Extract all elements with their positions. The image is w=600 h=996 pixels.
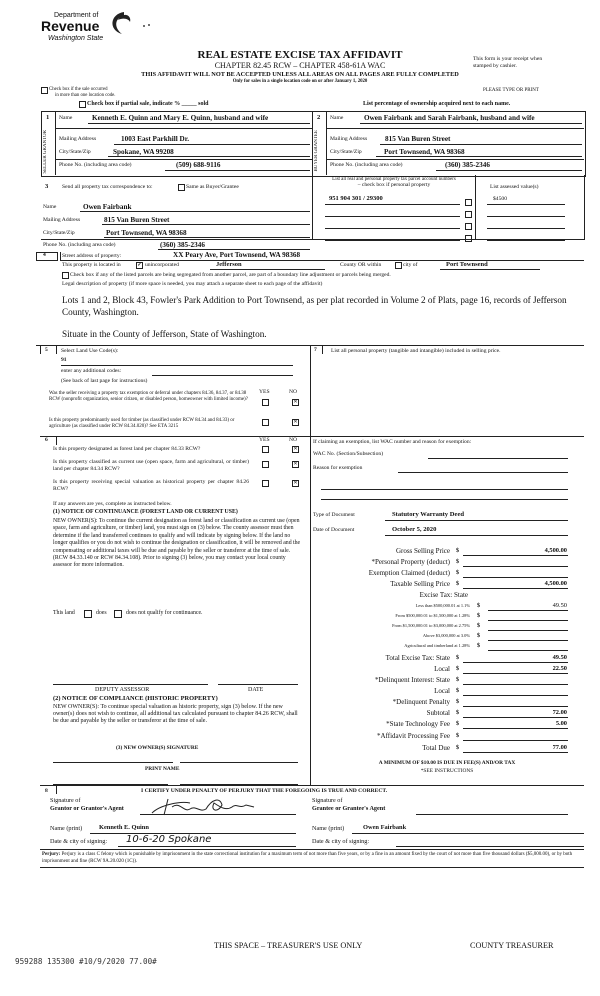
fee-line bbox=[463, 673, 568, 674]
divider bbox=[56, 437, 57, 445]
yes-header: YES bbox=[259, 437, 270, 443]
parcel-line bbox=[325, 216, 460, 217]
does-not-label: does not qualify for continuance. bbox=[126, 610, 203, 616]
unincorporated-label: unincorporated bbox=[145, 262, 179, 268]
fee-value[interactable]: 5.00 bbox=[555, 720, 567, 727]
grantor-date-value[interactable]: 10-6-20 Spokane bbox=[126, 834, 212, 845]
personal-property-label: List all personal property (tangible and intangible) included in selling price. bbox=[331, 348, 501, 354]
signature-line[interactable] bbox=[180, 762, 298, 763]
fee-label: Less than $500,000.01 at 1.1% bbox=[415, 603, 470, 608]
buyer-name-label: Name bbox=[330, 115, 344, 121]
fee-label: Total Due bbox=[422, 744, 450, 752]
buyer-phone-label: Phone No. (including area code) bbox=[330, 162, 403, 168]
multi-location-checkbox[interactable] bbox=[41, 87, 48, 94]
if-yes-note: If any answers are yes, complete as instructed below. bbox=[53, 501, 172, 507]
segregated-label: Check box if any of the listed parcels are being segregated from another parcel, are part of a boundary line adjustment or parcels being merged. bbox=[70, 272, 391, 278]
fee-label: Subtotal bbox=[426, 709, 450, 717]
buyer-num: 2 bbox=[317, 114, 321, 121]
fee-value[interactable]: 4,500.00 bbox=[544, 580, 567, 587]
additional-codes-line bbox=[152, 375, 293, 376]
s3-name-value[interactable]: Owen Fairbank bbox=[83, 203, 132, 211]
city-checkbox[interactable] bbox=[395, 262, 402, 269]
percentage-note: List percentage of ownership acquired next to each name. bbox=[363, 101, 511, 107]
receipt-note-1: This form is your receipt when bbox=[473, 56, 543, 62]
located-label: This property is located in bbox=[62, 262, 121, 268]
buyer-city-value[interactable]: Port Townsend, WA 98368 bbox=[384, 148, 465, 156]
seller-side-label: SELLER GRANTOR bbox=[43, 130, 48, 174]
minimum-note: A MINIMUM OF $10.00 IS DUE IN FEE(S) AND/OR TAX bbox=[378, 760, 516, 766]
doc-type-label: Type of Document bbox=[313, 512, 355, 518]
yes-header: YES bbox=[259, 389, 270, 395]
divider bbox=[40, 867, 584, 868]
s5-question-2: Is this property predominantly used for timber (as classified under RCW 84.34 and 84.33) or agriculture (as classified under RCW 84.34.020)? See ETA 3215 bbox=[49, 418, 235, 429]
please-type: PLEASE TYPE OR PRINT bbox=[483, 88, 539, 93]
section4-num-box bbox=[36, 252, 58, 261]
fee-label: Local bbox=[434, 687, 450, 695]
wac-label: WAC No. (Section/Subsection) bbox=[313, 451, 384, 457]
deputy-assessor-line bbox=[53, 684, 208, 685]
currency-symbol: $ bbox=[477, 623, 480, 629]
grantor-date-label: Date & city of signing: bbox=[50, 838, 108, 845]
currency-symbol: $ bbox=[477, 603, 480, 609]
unincorporated-checkbox[interactable]: ✓ bbox=[137, 263, 142, 268]
reason-line[interactable] bbox=[321, 499, 568, 500]
seller-name-label: Name bbox=[59, 115, 73, 121]
does-qualify-checkbox[interactable] bbox=[84, 610, 92, 618]
assessed-line bbox=[487, 204, 565, 205]
does-label: does bbox=[96, 610, 107, 616]
s6-question-1: Is this property designated as forest land per chapter 84.33 RCW? bbox=[53, 446, 201, 452]
situate-text[interactable]: Situate in the County of Jefferson, State of Washington. bbox=[62, 329, 267, 339]
currency-symbol: $ bbox=[456, 745, 459, 751]
logo-revenue: Revenue bbox=[41, 18, 100, 34]
city-value[interactable]: Port Townsend bbox=[446, 261, 488, 268]
section8-num: 8 bbox=[45, 788, 48, 794]
notice2-title: (2) NOTICE OF COMPLIANCE (HISTORIC PROPERTY) bbox=[53, 695, 218, 702]
form-chapter: CHAPTER 82.45 RCW – CHAPTER 458-61A WAC bbox=[214, 61, 386, 70]
grantee-date-line[interactable] bbox=[396, 846, 584, 847]
fee-line bbox=[463, 717, 568, 718]
s3-mailing-value[interactable]: 815 Van Buren Street bbox=[104, 216, 170, 224]
currency-symbol: $ bbox=[456, 733, 459, 739]
fee-label: *Personal Property (deduct) bbox=[371, 558, 450, 566]
currency-symbol: $ bbox=[456, 677, 459, 683]
fee-line bbox=[463, 695, 568, 696]
assessed-value[interactable]: $4500 bbox=[493, 196, 507, 202]
divider bbox=[40, 785, 584, 786]
land-use-code[interactable]: 91 bbox=[61, 357, 67, 363]
date-line bbox=[218, 684, 298, 685]
print-name-label: PRINT NAME bbox=[145, 766, 180, 772]
fee-label: Excise Tax: State bbox=[419, 591, 468, 599]
buyer-name-line bbox=[360, 123, 582, 124]
s6-question-2: Is this property classified as current use (open space, farm and agricultural, or timber) land per chapter 84.34 RCW? bbox=[53, 459, 249, 472]
fee-line bbox=[463, 566, 568, 567]
s6-question-3: Is this property receiving special valuation as historical property per chapter 84.26 RCW? bbox=[53, 479, 249, 492]
currency-symbol: $ bbox=[456, 559, 459, 565]
same-as-buyer-label: Same as Buyer/Grantee bbox=[186, 184, 239, 190]
grantee-name-value[interactable]: Owen Fairbank bbox=[363, 824, 407, 831]
city-of-label: city of bbox=[403, 262, 418, 268]
s3-city-label: City/State/Zip bbox=[43, 230, 75, 236]
fee-line bbox=[463, 728, 568, 729]
wac-line[interactable] bbox=[428, 458, 568, 459]
fee-label: *Affidavit Processing Fee bbox=[377, 732, 450, 740]
multi-location-label-1: Check box if the sale occurred bbox=[49, 87, 108, 92]
reason-label: Reason for exemption bbox=[313, 465, 363, 471]
logo-state: Washington State bbox=[48, 35, 104, 42]
multi-location-label-2: in more than one location code. bbox=[55, 93, 116, 98]
fee-line bbox=[463, 752, 568, 753]
reason-line[interactable] bbox=[321, 489, 568, 490]
logo-dept: Department of bbox=[54, 12, 99, 19]
currency-symbol: $ bbox=[456, 721, 459, 727]
divider bbox=[312, 175, 313, 239]
does-not-qualify-checkbox[interactable] bbox=[114, 610, 122, 618]
buyer-mailing-label: Mailing Address bbox=[330, 136, 368, 142]
county-treasurer-label: COUNTY TREASURER bbox=[470, 941, 554, 950]
fee-label: *State Technology Fee bbox=[386, 720, 450, 728]
perjury-note bbox=[42, 852, 582, 865]
grantor-agent-label: Grantor or Grantor's Agent bbox=[50, 805, 124, 812]
seller-mailing-line bbox=[114, 144, 310, 145]
currency-symbol: $ bbox=[456, 570, 459, 576]
divider bbox=[40, 849, 584, 850]
city-line bbox=[440, 269, 540, 270]
grantor-sig-label: Signature of bbox=[50, 797, 81, 804]
fee-line bbox=[463, 555, 568, 556]
doc-date-label: Date of Document bbox=[313, 527, 355, 533]
doc-type-line bbox=[385, 520, 568, 521]
exemption-label: If claiming an exemption, list WAC number and reason for exemption: bbox=[313, 439, 472, 445]
fee-value[interactable]: 72.00 bbox=[552, 709, 567, 716]
doc-date-line bbox=[385, 535, 568, 536]
reason-line[interactable] bbox=[398, 472, 568, 473]
buyer-phone-line bbox=[436, 170, 582, 171]
s5-question-1: Was the seller receiving a property tax exemption or deferral under chapters 84.36, 84.37, or 84.38 RCW (nonprofit organization, senior citizen, or disabled person, homeowner with limited income)? bbox=[49, 391, 248, 402]
s5-q2-yes-checkbox[interactable] bbox=[262, 419, 269, 426]
legal-label: Legal description of property (if more space is needed, you may attach a separate sheet to each page of the affidavit) bbox=[62, 281, 323, 287]
fee-label: From $1,500,000.01 to $3,000,000 at 2.75% bbox=[392, 623, 470, 628]
seller-phone-label: Phone No. (including area code) bbox=[59, 162, 132, 168]
seller-name-value[interactable]: Kenneth E. Quinn and Mary E. Quinn, husband and wife bbox=[92, 114, 269, 122]
fee-label: Total Excise Tax: State bbox=[385, 654, 450, 662]
land-use-line bbox=[61, 365, 293, 366]
fee-label: Taxable Selling Price bbox=[390, 580, 450, 588]
county-or-label: County OR within bbox=[340, 262, 382, 268]
currency-symbol: $ bbox=[456, 548, 459, 554]
section6-num: 6 bbox=[45, 437, 48, 443]
fee-line bbox=[463, 588, 568, 589]
s6-q1-no-checkbox[interactable]: ✕ bbox=[293, 447, 298, 452]
fee-value[interactable]: 49.50 bbox=[552, 602, 567, 609]
column-divider bbox=[310, 345, 311, 785]
buyer-phone-value[interactable]: (360) 385-2346 bbox=[445, 161, 490, 169]
grantee-signature-line[interactable] bbox=[416, 814, 568, 815]
currency-symbol: $ bbox=[456, 655, 459, 661]
fee-line bbox=[488, 620, 568, 621]
seller-mailing-label: Mailing Address bbox=[59, 136, 97, 142]
new-owner-signature-label: (3) NEW OWNER(S) SIGNATURE bbox=[116, 745, 199, 751]
section4-num: 4 bbox=[43, 252, 46, 258]
fee-label: *Delinquent Interest: State bbox=[374, 676, 450, 684]
form-title: REAL ESTATE EXCISE TAX AFFIDAVIT bbox=[197, 49, 403, 61]
perjury-text: Perjury is a class C felony which is punishable by imprisonment in the state correctional institution for a maximum term of not more than five years, or by a fine in an amount fixed by the court of not more than five thousand dollars ($5,000.00), or by both imprisonment and fine (RCW 9A.20.020 (1C)). bbox=[42, 852, 573, 864]
grantor-date-line bbox=[118, 846, 296, 847]
section5-num-box bbox=[40, 346, 57, 354]
fee-value[interactable]: 77.00 bbox=[552, 744, 567, 751]
buyer-side-label: BUYER GRANTEE bbox=[314, 130, 319, 172]
assessed-header: List assessed value(s) bbox=[490, 184, 539, 190]
grantee-sig-label: Signature of bbox=[312, 797, 343, 804]
currency-symbol: $ bbox=[456, 581, 459, 587]
street-line bbox=[60, 260, 584, 261]
street-label: Street address of property: bbox=[62, 253, 122, 259]
seller-city-label: City/State/Zip bbox=[59, 149, 91, 155]
fee-line bbox=[488, 630, 568, 631]
s3-phone-label: Phone No. (including area code) bbox=[43, 242, 116, 248]
street-value[interactable]: XX Peary Ave, Port Townsend, WA 98368 bbox=[173, 251, 301, 259]
form-warning: THIS AFFIDAVIT WILL NOT BE ACCEPTED UNLESS ALL AREAS ON ALL PAGES ARE FULLY COMPLETED bbox=[141, 71, 459, 78]
parcel-line bbox=[325, 240, 460, 241]
form-only-for: Only for sales in a single location code on or after January 1, 2020 bbox=[232, 79, 368, 84]
treasurer-use-label: THIS SPACE – TREASURER'S USE ONLY bbox=[214, 941, 363, 950]
currency-symbol: $ bbox=[477, 633, 480, 639]
personal-property-checkbox[interactable] bbox=[465, 235, 472, 242]
currency-symbol: $ bbox=[477, 643, 480, 649]
parcel-line bbox=[325, 228, 460, 229]
notice2-body: NEW OWNER(S): To continue special valuation as historic property, sign (3) below. If the new owner(s) does not wish to continue, all additional tax calculated pursuant to chapter 84.26 RCW, shall be due and payable by the seller or transferor at the time of sale. bbox=[53, 704, 298, 724]
currency-symbol: $ bbox=[456, 666, 459, 672]
parcel-header-2: – check box if personal property bbox=[357, 182, 431, 188]
see-instructions-note: *SEE INSTRUCTIONS bbox=[420, 768, 474, 774]
fee-label: Gross Selling Price bbox=[395, 547, 450, 555]
s6-q2-yes-checkbox[interactable] bbox=[262, 461, 269, 468]
notice1-body: NEW OWNER(S): To continue the current designation as forest land or classification as current use (open space, farm and agriculture, or timber) land, you must sign on (3) below. The county assessor must then determine if the land transferred continues to qualify and will indicate by signing below. If the land no longer qualifies or you do not wish to continue the designation or classification, it will be removed and the compensating or additional taxes will be due and payable by the seller or transferor at the time of sale. (RCW 84.33.140 or RCW 84.34.108). Prior to signing (3) below, you may contact your local county assessor for more information. bbox=[53, 518, 301, 569]
section3-label: Send all property tax correspondence to: bbox=[62, 184, 153, 190]
personal-property-checkbox[interactable] bbox=[465, 223, 472, 230]
date-label: DATE bbox=[248, 687, 264, 693]
fee-line bbox=[463, 740, 568, 741]
grantor-signature-image bbox=[150, 795, 260, 819]
fee-line bbox=[488, 650, 568, 651]
same-as-buyer-checkbox[interactable] bbox=[178, 184, 185, 191]
notice1-title: (1) NOTICE OF CONTINUANCE (FOREST LAND OR CURRENT USE) bbox=[53, 509, 238, 515]
fee-label: Above $3,000,000 at 3.0% bbox=[422, 633, 470, 638]
divider bbox=[326, 159, 584, 160]
s6-q3-yes-checkbox[interactable] bbox=[262, 480, 269, 487]
partial-sale-label: Check box if partial sale, indicate % _____ sold bbox=[87, 101, 209, 107]
fee-value[interactable]: 22.50 bbox=[552, 665, 567, 672]
legal-description[interactable]: Lots 1 and 2, Block 43, Fowler's Park Addition to Port Townsend, as per plat recorded in Volume 2 of Plats, page 16, records of Jefferson County, Washington. bbox=[62, 295, 567, 317]
parcel-header-1: List all real and personal property tax parcel account numbers bbox=[332, 177, 456, 182]
seller-mailing-value[interactable]: 1003 East Parkhill Dr. bbox=[121, 135, 190, 143]
s5-q2-no-checkbox[interactable]: ✕ bbox=[293, 420, 298, 425]
deputy-assessor-label: DEPUTY ASSESSOR bbox=[95, 687, 150, 693]
fee-line bbox=[488, 640, 568, 641]
divider bbox=[310, 436, 584, 437]
no-header: NO bbox=[289, 389, 298, 395]
s3-mailing-label: Mailing Address bbox=[43, 217, 81, 223]
perjury-label: Perjury: bbox=[42, 852, 61, 857]
divider bbox=[56, 786, 57, 794]
additional-codes-label: enter any additional codes: bbox=[61, 368, 122, 374]
grantor-name-label: Name (print) bbox=[50, 825, 83, 832]
segregated-checkbox[interactable] bbox=[62, 272, 69, 279]
buyer-city-label: City/State/Zip bbox=[330, 149, 362, 155]
fee-line bbox=[463, 662, 568, 663]
s5-q1-no-checkbox[interactable]: ✕ bbox=[293, 400, 298, 405]
fee-label: Agricultural and timberland at 1.28% bbox=[404, 643, 470, 648]
s3-name-label: Name bbox=[43, 204, 57, 210]
s5-q1-yes-checkbox[interactable] bbox=[262, 399, 269, 406]
buyer-mailing-line bbox=[380, 144, 582, 145]
signature-line[interactable] bbox=[53, 762, 173, 763]
currency-symbol: $ bbox=[456, 688, 459, 694]
personal-property-checkbox[interactable] bbox=[465, 211, 472, 218]
grantee-date-label: Date & city of signing: bbox=[312, 838, 370, 845]
county-line bbox=[210, 269, 325, 270]
assessed-line bbox=[487, 228, 565, 229]
section7-num: 7 bbox=[314, 347, 317, 353]
personal-property-checkbox[interactable] bbox=[465, 199, 472, 206]
seller-name-line bbox=[88, 123, 310, 124]
logo-emblem-icon bbox=[104, 8, 152, 36]
partial-sale-checkbox[interactable] bbox=[79, 101, 86, 108]
fee-line bbox=[463, 684, 568, 685]
grantee-name-line bbox=[352, 833, 584, 834]
no-header: NO bbox=[289, 437, 298, 443]
section3-num: 3 bbox=[45, 183, 49, 190]
grantee-agent-label: Grantee or Grantee's Agent bbox=[312, 805, 386, 812]
s6-q2-no-checkbox[interactable]: ✕ bbox=[293, 462, 298, 467]
seller-phone-line bbox=[165, 170, 310, 171]
doc-type-value[interactable]: Statutory Warranty Deed bbox=[392, 511, 465, 518]
see-back-label: (See back of last page for instructions) bbox=[61, 378, 148, 384]
divider bbox=[475, 175, 476, 239]
s3-city-value[interactable]: Port Townsend, WA 98368 bbox=[106, 229, 187, 237]
divider bbox=[55, 128, 312, 129]
fee-value[interactable]: 49.50 bbox=[552, 654, 567, 661]
land-use-label: Select Land Use Code(s): bbox=[61, 348, 119, 354]
fee-label: From $500,000.01 to $1,500,000 at 1.28% bbox=[395, 613, 470, 618]
currency-symbol: $ bbox=[477, 613, 480, 619]
assessed-line bbox=[487, 216, 565, 217]
buyer-name-value[interactable]: Owen Fairbank and Sarah Fairbank, husband and wife bbox=[364, 114, 535, 122]
seller-phone-value[interactable]: (509) 688-9116 bbox=[176, 161, 221, 169]
fee-label: *Delinquent Penalty bbox=[392, 698, 450, 706]
fee-value[interactable]: 4,500.00 bbox=[544, 547, 567, 554]
grantor-name-value[interactable]: Kenneth E. Quinn bbox=[99, 824, 149, 831]
seller-city-value[interactable]: Spokane, WA 99208 bbox=[113, 148, 174, 156]
treasurer-stamp: 959288 135300 #10/9/2020 77.00# bbox=[15, 957, 157, 966]
divider bbox=[326, 128, 584, 129]
fee-line bbox=[463, 706, 568, 707]
certify-statement: I CERTIFY UNDER PENALTY OF PERJURY THAT THE FOREGOING IS TRUE AND CORRECT. bbox=[141, 788, 388, 794]
doc-date-value[interactable]: October 5, 2020 bbox=[392, 526, 437, 533]
s3-phone-value[interactable]: (360) 385-2346 bbox=[160, 241, 205, 249]
fee-line bbox=[463, 577, 568, 578]
divider bbox=[55, 111, 56, 175]
seller-num: 1 bbox=[46, 114, 50, 121]
currency-symbol: $ bbox=[456, 710, 459, 716]
s6-q3-no-checkbox[interactable]: ✕ bbox=[293, 481, 298, 486]
county-value[interactable]: Jefferson bbox=[216, 261, 242, 268]
fee-line bbox=[488, 610, 568, 611]
fee-label: Exemption Claimed (deduct) bbox=[368, 569, 450, 577]
buyer-mailing-value[interactable]: 815 Van Buren Street bbox=[385, 135, 451, 143]
divider bbox=[326, 111, 327, 175]
divider bbox=[312, 111, 313, 175]
parcel-value[interactable]: 951 904 301 / 29300 bbox=[329, 195, 383, 202]
assessed-line bbox=[487, 240, 565, 241]
section5-num: 5 bbox=[45, 347, 48, 353]
parcel-line bbox=[325, 204, 460, 205]
s6-q1-yes-checkbox[interactable] bbox=[262, 446, 269, 453]
divider bbox=[55, 159, 312, 160]
grantee-name-label: Name (print) bbox=[312, 825, 345, 832]
receipt-note-2: stamped by cashier. bbox=[473, 63, 517, 69]
this-land-label: This land bbox=[53, 610, 75, 616]
currency-symbol: $ bbox=[456, 699, 459, 705]
fee-label: Local bbox=[434, 665, 450, 673]
